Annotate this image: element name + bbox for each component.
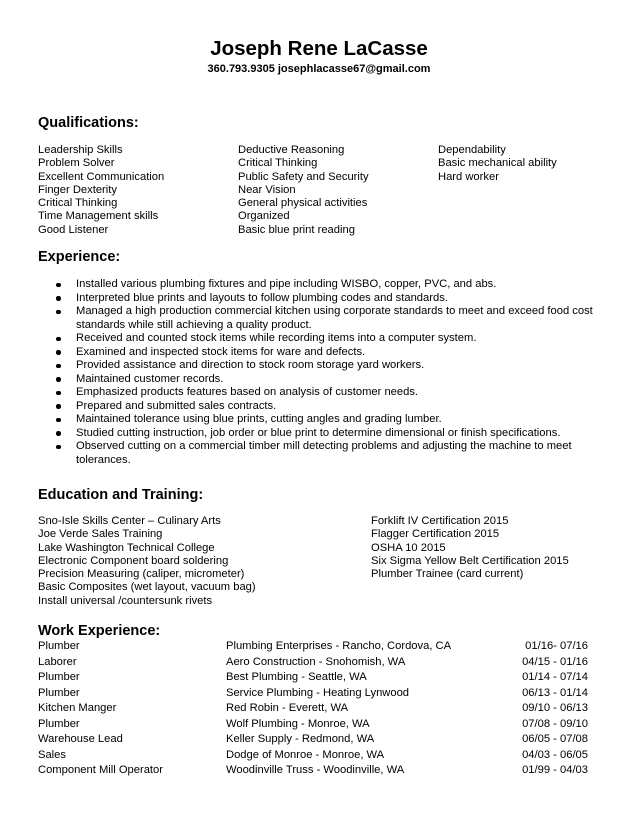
bullet-icon xyxy=(56,350,61,355)
education-heading: Education and Training: xyxy=(38,487,204,503)
qualifications-column-1 xyxy=(38,144,164,237)
bullet-icon xyxy=(56,445,61,450)
qualification-item: Time Management skills xyxy=(38,210,159,223)
work-row xyxy=(38,763,598,779)
work-row xyxy=(38,639,598,655)
experience-item xyxy=(56,427,596,441)
education-column-2 xyxy=(371,515,569,581)
qualification-item: General physical activities xyxy=(238,197,368,210)
experience-text: Managed a high production commercial kitchen using corporate standards to meet and exceed food cost standards while still achieving a quality product. xyxy=(76,305,593,331)
experience-item xyxy=(56,386,596,400)
experience-item xyxy=(56,440,596,467)
qualification-item: Leadership Skills xyxy=(38,144,123,156)
qualification-item: Excellent Communication xyxy=(38,170,165,183)
experience-item xyxy=(56,278,596,292)
experience-text: Maintained customer records. xyxy=(76,372,224,385)
bullet-icon xyxy=(56,296,61,301)
education-item: Install universal /countersunk rivets xyxy=(38,594,213,607)
bullet-icon xyxy=(56,337,61,342)
job-employer: Keller Supply - Redmond, WA xyxy=(226,733,375,745)
qualification-item: Finger Dexterity xyxy=(38,183,117,196)
work-row xyxy=(38,701,598,717)
experience-text: Emphasized products features based on analysis of customer needs. xyxy=(76,386,419,398)
qualification-item: Good Listener xyxy=(38,223,109,236)
experience-text: Examined and inspected stock items for ware and defects. xyxy=(76,345,366,358)
experience-text: Provided assistance and direction to stock room storage yard workers. xyxy=(76,359,425,371)
contact-line: 360.793.9305 josephlacasse67@gmail.com xyxy=(207,63,431,75)
certification-item: OSHA 10 2015 xyxy=(371,541,446,554)
experience-item xyxy=(56,305,596,332)
job-dates: 01/99 - 04/03 xyxy=(522,764,588,776)
qualification-item: Dependability xyxy=(438,144,506,156)
work-experience-heading: Work Experience: xyxy=(38,623,161,639)
certification-item: Forklift IV Certification 2015 xyxy=(371,515,509,527)
qualification-item: Problem Solver xyxy=(38,157,115,170)
job-employer: Wolf Plumbing - Monroe, WA xyxy=(226,717,370,730)
experience-text: Received and counted stock items while recording items into a computer system. xyxy=(76,332,477,344)
job-title: Laborer xyxy=(38,655,77,668)
certification-item: Flagger Certification 2015 xyxy=(371,528,500,541)
experience-item xyxy=(56,373,596,387)
job-employer: Best Plumbing - Seattle, WA xyxy=(226,671,367,683)
certification-item: Six Sigma Yellow Belt Certification 2015 xyxy=(371,554,569,567)
education-item: Electronic Component board soldering xyxy=(38,554,229,567)
job-title: Warehouse Lead xyxy=(38,733,123,745)
job-title: Component Mill Operator xyxy=(38,764,163,776)
education-item: Sno-Isle Skills Center – Culinary Arts xyxy=(38,515,221,527)
work-row xyxy=(38,686,598,702)
job-dates: 01/16- 07/16 xyxy=(525,640,588,652)
experience-text: Prepared and submitted sales contracts. xyxy=(76,399,277,412)
education-item: Precision Measuring (caliper, micrometer) xyxy=(38,568,245,581)
experience-item xyxy=(56,400,596,414)
work-row xyxy=(38,748,598,764)
experience-text: Interpreted blue prints and layouts to follow plumbing codes and standards. xyxy=(76,291,448,304)
job-employer: Woodinville Truss - Woodinville, WA xyxy=(226,764,405,776)
experience-item xyxy=(56,346,596,360)
qualifications-heading: Qualifications: xyxy=(38,115,139,131)
job-employer: Red Robin - Everett, WA xyxy=(226,702,349,714)
experience-item xyxy=(56,292,596,306)
qualification-item: Critical Thinking xyxy=(38,197,118,210)
job-employer: Service Plumbing - Heating Lynwood xyxy=(226,686,410,699)
job-dates: 07/08 - 09/10 xyxy=(522,717,588,730)
bullet-icon xyxy=(56,418,61,423)
experience-list xyxy=(56,278,596,467)
bullet-icon xyxy=(56,310,61,315)
education-item: Basic Composites (wet layout, vacuum bag) xyxy=(38,581,256,594)
bullet-icon xyxy=(56,377,61,382)
experience-text: Studied cutting instruction, job order or blue print to determine dimensional or finish specifications. xyxy=(76,426,561,439)
qualification-item: Basic mechanical ability xyxy=(438,157,557,170)
job-dates: 06/05 - 07/08 xyxy=(522,733,588,745)
job-title: Plumber xyxy=(38,717,80,730)
qualification-item: Public Safety and Security xyxy=(238,170,369,183)
job-title: Sales xyxy=(38,748,66,761)
work-experience-table xyxy=(38,639,598,779)
certification-item: Plumber Trainee (card current) xyxy=(371,568,524,581)
bullet-icon xyxy=(56,283,61,288)
qualification-item: Near Vision xyxy=(238,183,296,196)
job-title: Plumber xyxy=(38,686,80,699)
qualification-item: Hard worker xyxy=(438,170,499,183)
job-title: Plumber xyxy=(38,640,80,652)
experience-item xyxy=(56,413,596,427)
work-row xyxy=(38,655,598,671)
bullet-icon xyxy=(56,431,61,436)
qualification-item: Critical Thinking xyxy=(238,157,318,170)
job-dates: 09/10 - 06/13 xyxy=(522,702,588,714)
education-column-1 xyxy=(38,515,256,608)
education-item: Joe Verde Sales Training xyxy=(38,528,163,541)
qualification-item: Organized xyxy=(238,210,290,223)
bullet-icon xyxy=(56,364,61,369)
job-dates: 01/14 - 07/14 xyxy=(522,671,588,683)
job-employer: Aero Construction - Snohomish, WA xyxy=(226,655,406,668)
work-row xyxy=(38,717,598,733)
job-employer: Dodge of Monroe - Monroe, WA xyxy=(226,748,385,761)
experience-text: Maintained tolerance using blue prints, cutting angles and grading lumber. xyxy=(76,413,442,425)
qualification-item: Basic blue print reading xyxy=(238,223,355,236)
work-row xyxy=(38,670,598,686)
resume-name: Joseph Rene LaCasse xyxy=(210,37,428,60)
job-dates: 04/15 - 01/16 xyxy=(522,655,588,668)
job-employer: Plumbing Enterprises - Rancho, Cordova, CA xyxy=(226,640,452,652)
job-title: Plumber xyxy=(38,671,80,683)
experience-text: Observed cutting on a commercial timber mill detecting problems and adjusting the machine to meet tolerances. xyxy=(76,440,572,466)
qualifications-column-2 xyxy=(238,144,369,237)
experience-item xyxy=(56,332,596,346)
qualifications-column-3 xyxy=(438,144,557,184)
work-row xyxy=(38,732,598,748)
education-item: Lake Washington Technical College xyxy=(38,541,215,554)
experience-heading: Experience: xyxy=(38,249,121,265)
job-dates: 06/13 - 01/14 xyxy=(522,686,588,699)
bullet-icon xyxy=(56,404,61,409)
experience-text: Installed various plumbing fixtures and pipe including WISBO, copper, PVC, and abs. xyxy=(76,278,497,290)
experience-item xyxy=(56,359,596,373)
job-title: Kitchen Manger xyxy=(38,702,117,714)
bullet-icon xyxy=(56,391,61,396)
qualification-item: Deductive Reasoning xyxy=(238,144,345,156)
job-dates: 04/03 - 06/05 xyxy=(522,748,588,761)
